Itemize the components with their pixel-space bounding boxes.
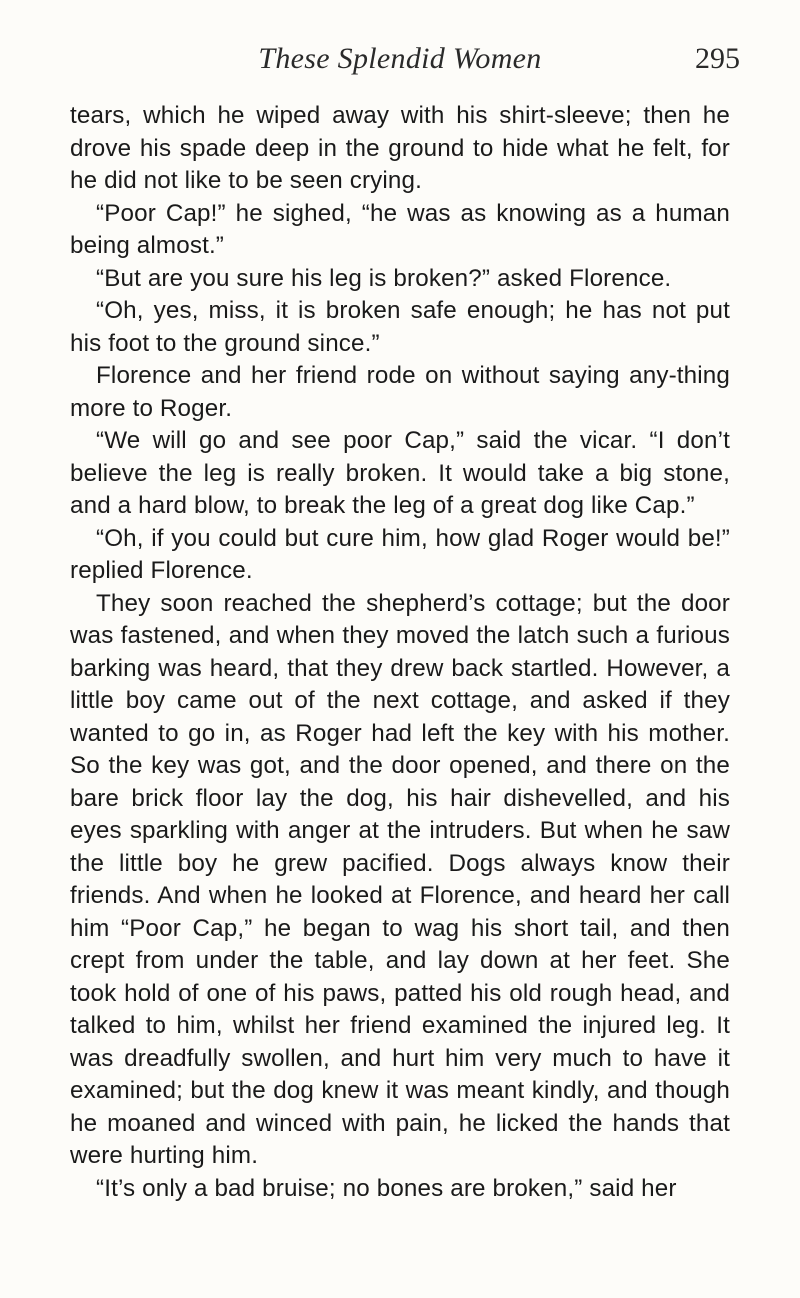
paragraph: “But are you sure his leg is broken?” asked Florence. — [96, 264, 672, 292]
paragraph: “We will go and see poor Cap,” said the vicar. “I don’t believe the leg is really broken. It would take a big stone, and a hard blow, to break the leg of a great dog like Cap.” — [70, 427, 730, 519]
paragraph: “It’s only a bad bruise; no bones are broken,” said her — [96, 1174, 677, 1202]
paragraph: “Oh, yes, miss, it is broken safe enough; he has not put his foot to the ground since.” — [70, 297, 730, 357]
running-head — [70, 40, 740, 92]
paragraph: “Oh, if you could but cure him, how glad Roger would be!” replied Florence. — [70, 524, 730, 584]
paragraph: tears, which he wiped away with his shirt-sleeve; then he drove his spade deep in the ground to hide what he felt, for he did not like to be seen crying. — [70, 102, 730, 194]
paragraph: “Poor Cap!” he sighed, “he was as knowing as a human being almost.” — [70, 199, 730, 259]
book-page — [70, 40, 740, 1205]
paragraph: They soon reached the shepherd’s cottage; but the door was fastened, and when they moved the latch such a furious barking was heard, that they drew back startled. However, a little boy came out of the next cottage, and asked if they wanted to go in, as Roger had left the key with his mother. So the key was got, and the door opened, and there on the bare brick floor lay the dog, his hair dishevelled, and his eyes sparkling with anger at the intruders. But when he saw the little boy he grew pacified. Dogs always know their friends. And when he looked at Florence, and heard her call him “Poor Cap,” he began to wag his short tail, and then crept from under the table, and lay down at her feet. She took hold of one of his paws, patted his old rough head, and talked to him, whilst her friend examined the injured leg. It was dreadfully swollen, and hurt him very much to have it examined; but the dog knew it was meant kindly, and though he moaned and winced with pain, he licked the hands that were hurting him. — [70, 589, 730, 1169]
page-number: 295 — [695, 42, 740, 75]
body-text — [70, 100, 730, 1205]
running-title: These Splendid Women — [258, 42, 542, 75]
paragraph: Florence and her friend rode on without saying any-thing more to Roger. — [70, 362, 730, 422]
